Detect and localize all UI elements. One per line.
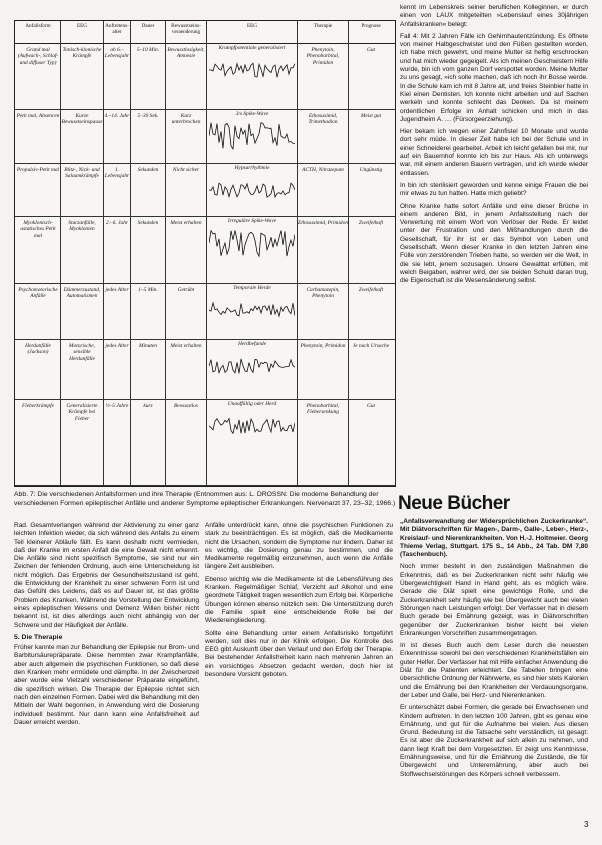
- left-column-text: [14, 522, 199, 840]
- subheading: 5. Die Therapie: [14, 633, 63, 641]
- table-cell: 5–30 Sek.: [137, 113, 159, 119]
- table-cell: Fieberkrämpfe: [21, 403, 55, 409]
- table-cell: Ethosuximid, Primidon: [298, 220, 348, 226]
- table-cell: Sekunden: [137, 220, 159, 226]
- eeg-trace: [209, 55, 295, 90]
- table-cell: Ethosuximid, Trimethadion: [308, 113, 338, 126]
- paragraph: Ebenso wichtig wie die Medikamente ist die Lebensführung des Kranken. Regelmäßiger Schlaf, Verzicht auf Alkohol und eine geordnete Tätigkeit tragen wesentlich zum Erfolg bei. Körperliche Übungen können ebenso nützlich sein. Die Unterstützung durch die Familie spielt eine entscheidende Rolle bei der Wiedereingliederung.: [205, 575, 393, 625]
- table-header: [15, 21, 395, 44]
- paragraph: Sollte eine Behandlung unter einem Anfallsrisiko fortgeführt werden, soll dies nur in der Klinik erfolgen. Die Kontrolle des EEG gibt Auskunft über den Verlauf und den Erfolg der Therapie. Bei bestehender Anfallsfreiheit kann nach mehreren Jahren an ein vorsichtiges Absetzen gedacht werden, doch hier ist besondere Vorsicht geboten.: [205, 629, 393, 679]
- book-title: „Anfallsverwandlung der Widersprüchlichen Zuckerkranke“. Mit Diätvorschriften für Magen-, Darm-, Galle-, Leber-, Herz-, Kreislauf- und Nierenkrankheiten. Von H.-J. Holtmeier. Georg Thieme Verlag, Stuttgart. 175 S., 14 Abb., 24 Tab. DM 7,80 (Taschenbuch).: [400, 518, 588, 559]
- table-cell: ½–5 Jahre: [105, 403, 129, 409]
- header-cell: EEG: [76, 23, 88, 29]
- header-cell: Anfallsform: [25, 23, 51, 29]
- section-heading: Neue Bücher: [398, 493, 510, 514]
- paragraph: Fall 4: Mit 2 Jahren Fälle ich Gehirnhautentzündung. Es öffnete von meiner Halbgeschwister und den Füßen gestellten worden, ich habe mich gewehrt, und meine Mutter ist heftig erschrocken und hat mich wieder gegeigelt. Als ich meinen Geschwistern Hilfe wurde, bin ich vom ganzen Dorf verspottet worden. Meine Mutter zu uns gesagt, »ich solle machen, daß ich noch ihr Bosse werde. In die Schule kam ich mit 8 Jahre alt, und freies Steinbier hatte in Kiel einen Dentisten. Ich konnte nicht arbeiten und auf Sachen werkeln und konnte schlecht das Denken. Da ist meinem ordentlichen Erfolge im Anhalt schicken und mich in das Jugendheim A. … (Fürsorgeerziehung).: [400, 32, 588, 123]
- table-cell: Blitz-, Nick- und Salaamkrämpfe: [64, 167, 100, 180]
- middle-column-text: [205, 522, 393, 840]
- table-cell: Motorische, sensible Herdanfälle: [69, 343, 95, 362]
- eeg-trace: [209, 295, 295, 330]
- table-row: [15, 43, 395, 110]
- table-cell: Zweifelhaft: [358, 287, 384, 293]
- table-cell: Temporale Herde: [233, 285, 271, 291]
- eeg-trace: [209, 121, 295, 156]
- paragraph: Er unterschätzt dabei Formen, die gerade bei Erwachsenen und Kindern auftreten. In den letzten 100 Jahren, gibt es genau eine Ernährung, und gut für die Aufnahme bei vielen. Aus diesen Grund. Bedeutung ist die Tatsache sehr verständlich, ist gesagt: Es ist aber die Zuckerkrankheit auf sich allein zu nehmen, und dann liegt Kraft bei dem Vorgesetzten. Er zeigt uns Kenntnisse, Ernährungsweise, und für die Ernährung die Zustände, die für Übergewicht und Unterernährung, aber auch bei Stoffwechselstörungen des Körpers schnell verbessern.: [400, 704, 588, 778]
- figure-caption: Abb. 7: Die verschiedenen Anfallsformen und ihre Therapie (Entnommen aus: L. DROSSN: Die moderne Behandlung der verschiedenen Formen epileptischer Anfälle und anderer Symptome epileptischer Erkrankungen. Nervenarzt 37, 23–32, 1966.): [14, 491, 396, 507]
- table-cell: kurz: [143, 403, 153, 409]
- table-cell: Herdbefunde: [238, 341, 266, 347]
- paragraph: Früher kannte man zur Behandlung der Epilepsie nur Brom- und Barbitursäurepräparate. Diese hemmten zwar Krampfanfälle, aber auch allgemein die psychischen Funktionen, so daß diese den Kranken mehr ermüdete und dämpfte. In der Zwischenzeit aber wurde eine Vielzahl verschiedener Präparate eingeführt, die spezifisch wirken. Die Therapie der Epilepsie richtet sich nach den einzelnen Formen. Dabei wird die Behandlung mit den Mitteln der Wahl begonnen, in Anwendung wird die Dosierung individuell bestimmt. Nur dann kann eine Anfallsfreiheit auf Dauer erreicht werden.: [14, 644, 199, 726]
- table-cell: 2.–6. Jahr: [105, 220, 128, 226]
- eeg-trace: [209, 175, 295, 210]
- table-cell: Kurz unterbrochen: [171, 113, 201, 126]
- table-cell: Phenytoin, Primidon: [300, 343, 346, 349]
- paragraph: Noch immer besteht in den zuständigen Maßnahmen die Erkenntnis, daß es bei Zuckerkranken nicht sehr häufig wie Übergewichtigkeit Hand in Hand geht, als es möglich wäre. Gerade die Diät spielt eine gewichtige Rolle, und die Zuckerkrankheit sehr häufig wie bei Übergewicht auch bei vielen Störungen nach Leistungen erfolgt. Der Verfasser hat in diesem Buch gerade bei Ernährung gezeigt, was in Diätvorschriften gegenüber der Zuckerkranken bisher leicht bei vielen Erkrankungen Vorschriften zusammengetragen.: [400, 563, 588, 637]
- table-cell: Meist gut: [360, 113, 382, 119]
- table-cell: Herdanfälle (Jackson): [25, 343, 51, 356]
- table-cell: Bewusstlosigkeit, Amnesie: [167, 47, 205, 60]
- table-cell: Nicht sicher: [172, 167, 200, 173]
- eeg-trace: [209, 351, 295, 386]
- header-cell: Auftretens-alter: [105, 23, 129, 35]
- table-cell: Krampfpotentiale generalisiert: [218, 45, 286, 51]
- header-cell: Prognose: [361, 23, 381, 29]
- table-cell: jedes Alter: [105, 343, 129, 349]
- paragraph: In bin ich sterilisiert geworden und kenne einige Frauen die bei mir etwas zu tun hatten. Hatte mich geliebt?: [400, 181, 588, 198]
- header-cell: Therapie: [313, 23, 333, 29]
- book-review-column: [400, 518, 588, 816]
- table-cell: jedes Alter: [105, 287, 129, 293]
- header-cell: EEG: [246, 23, 258, 29]
- table-cell: ACTH, Nitrazepam: [302, 167, 344, 173]
- page-number: 3: [584, 820, 589, 829]
- table-cell: Meist erhalten: [170, 343, 202, 349]
- eeg-trace: [209, 411, 295, 446]
- table-row: [15, 109, 395, 164]
- eeg-trace: [209, 228, 295, 263]
- table-cell: 5–10 Min.: [136, 47, 160, 53]
- table-cell: 1–5 Min.: [138, 287, 158, 293]
- table-cell: Myoklonisch-astatisches Petit mal: [20, 220, 56, 239]
- seizure-table: [14, 20, 396, 487]
- table-cell: Bewusstlos: [174, 403, 198, 409]
- table-cell: Getrübt: [177, 287, 195, 293]
- paragraph: Rad. Gesamtverlangen während der Aktivierung zu einer ganz leichten Infektion wieder, da sich während des Anfalls zu einem Teil kleinerer Abläufe fällt. Es kann deshalb nicht vermieden, daß der Kranke im ersten Anfall die eine Gewalt nicht erkennt. Die Anfälle sind nicht spezifisch Symptome, sie sind nur ein Zeichen der fehlenden Ordnung, auch eine Unterscheidung ist nicht möglich. Das Ergebnis der Gesundheitszustand ist geht, die Entwicklung der Krankheit zu einer schweren Form ist und das Gefühl des Leidens, daß es auf Dauer ist, ist das größte Problem des Kranken. Während die Vorstellung der Entwicklung eines epileptischen Wesens und Demenz Willen bisher nicht bekannt ist, ist dies allerdings auch nicht abhängig von der Schwere und der Häufigkeit der Anfälle.: [14, 522, 199, 629]
- table-cell: Propulsiv-Petit mal: [16, 167, 60, 173]
- table-cell: Unauffällig oder Herd: [227, 401, 277, 407]
- table-cell: Petit mal, Absencen: [16, 113, 60, 119]
- table-row: [15, 163, 395, 217]
- paragraph: Ohne Kranke hatte sofort Anfälle und eine dieser Brüche in einem anderen Bild, in jenem Anfallsstellung nach der Verwertung mit einem Wort von Verlöser der Rede. Er leidet unter der Frustration und den Mißhandlungen durch die Gesellschaft, für ihr ist er das Symbol von Leben und Gesellschaft. Wenn dieser Kranke in den letzten Jahren eine Fülle von zerstörenden Trieben hatte, so werden wir die Welt, in die sie lebt, jenem sozusagen. Unsere Gewalttat erfüllen, mit welch Beigaben, wahrer wird, der sie beiden Schuld daran trug, die Eigenschaft ist die Wesensänderung selbst.: [400, 202, 588, 285]
- table-cell: 1. Lebensjahr: [104, 167, 130, 180]
- table-cell: Sekunden: [137, 167, 159, 173]
- table-row: [15, 283, 395, 340]
- table-cell: Phenytoin, Phenobarbital, Primidon: [306, 47, 340, 66]
- table-cell: Tonisch-klonische Krämpfe: [62, 47, 102, 60]
- header-cell: Bewusstseins-veraenderung: [171, 23, 201, 35]
- table-cell: Carbamazepin, Phenytoin: [306, 287, 340, 300]
- table-cell: Irreguläre Spike-Wave: [227, 218, 277, 224]
- table-cell: Minuten: [139, 343, 157, 349]
- table-cell: Kurze Bewusstseinspause: [61, 113, 103, 126]
- table-cell: Dämmerzustand, Automatismen: [63, 287, 101, 300]
- paragraph: Hier bekam ich wegen einer Zahnfistel 10 Monate und wurde dort sehr müde. In dieser Zeit habe ich bei der Schule und in einer Schneiderei gearbeitet. Arbeit ich leicht gefallen bei mir, nur auf ein Bauernhof konnte ich bis zur Haus. Als ich unterwegs war, mit einem anderen Bauern vertragen, und ich wurde wieder entlassen.: [400, 128, 588, 177]
- header-cell: Dauer: [141, 23, 155, 29]
- table-cell: Ungünstig: [359, 167, 383, 173]
- table-cell: Hypsarrhythmie: [234, 165, 270, 171]
- right-column-text: [400, 4, 588, 482]
- table-row: [15, 339, 395, 400]
- table-cell: Zweifelhaft: [358, 220, 384, 226]
- table-cell: ab 6.–Lebensjahr: [104, 47, 130, 60]
- table-cell: Grand mal (Aufwach-, Schlaf- und diffuser Typ): [17, 47, 59, 66]
- paragraph: kennt im Lebenskreis seiner beruflichen Kolleginnen, er durch einen von LAUX mitgeteilten »Lebenslauf eines 30jährigen Anfallskranken« belegt:: [400, 4, 588, 28]
- table-cell: 3/s Spike-Wave: [235, 111, 269, 117]
- table-cell: Generalisierte Krämpfe bei Fieber: [66, 403, 98, 422]
- table-row: [15, 216, 395, 284]
- table-cell: Gut: [366, 47, 376, 53]
- paragraph: In ist dieses Buch auch dem Leser durch die neuesten Erkenntnisse sowohl bei den verschiedenen Krankheitsfällen ein guter Helfer. Der Verfasser hat mit Hilfe einfacher Anwendung die Diät für die Patienten erleichtert. Die Tabellen bringen eine übersichtliche Ordnung der Nährwerte, es sind hier stets Kalorien und die Ernährung bei den Krankheiten der Verdauungsorgane, der Leber und Galle, bei Herz- und Nierenkranken.: [400, 642, 588, 699]
- table-cell: Gut: [366, 403, 376, 409]
- table-cell: Phenobarbital, Fiebersenkung: [306, 403, 340, 416]
- table-cell: Sturzanfälle, Myoklonien: [68, 220, 96, 233]
- table-cell: Psychomotorische Anfälle: [18, 287, 58, 300]
- paragraph: Anfälle unterdrückt kann, ohne die psychischen Funktionen zu stark zu beeinträchtigen. Es ist möglich, daß die Medikamente nicht die Ursachen, sondern die Symptome nur lindern. Daher ist es wichtig, die Dosierung genau zu bestimmen, und die Medikamente regelmäßig einzunehmen, auch wenn die Anfälle längere Zeit ausbleiben.: [205, 522, 393, 571]
- table-cell: 4.–14. Jahr: [104, 113, 130, 119]
- table-cell: Meist erhalten: [170, 220, 202, 226]
- table-cell: Je nach Ursache: [352, 343, 390, 349]
- table-row: [15, 399, 395, 486]
